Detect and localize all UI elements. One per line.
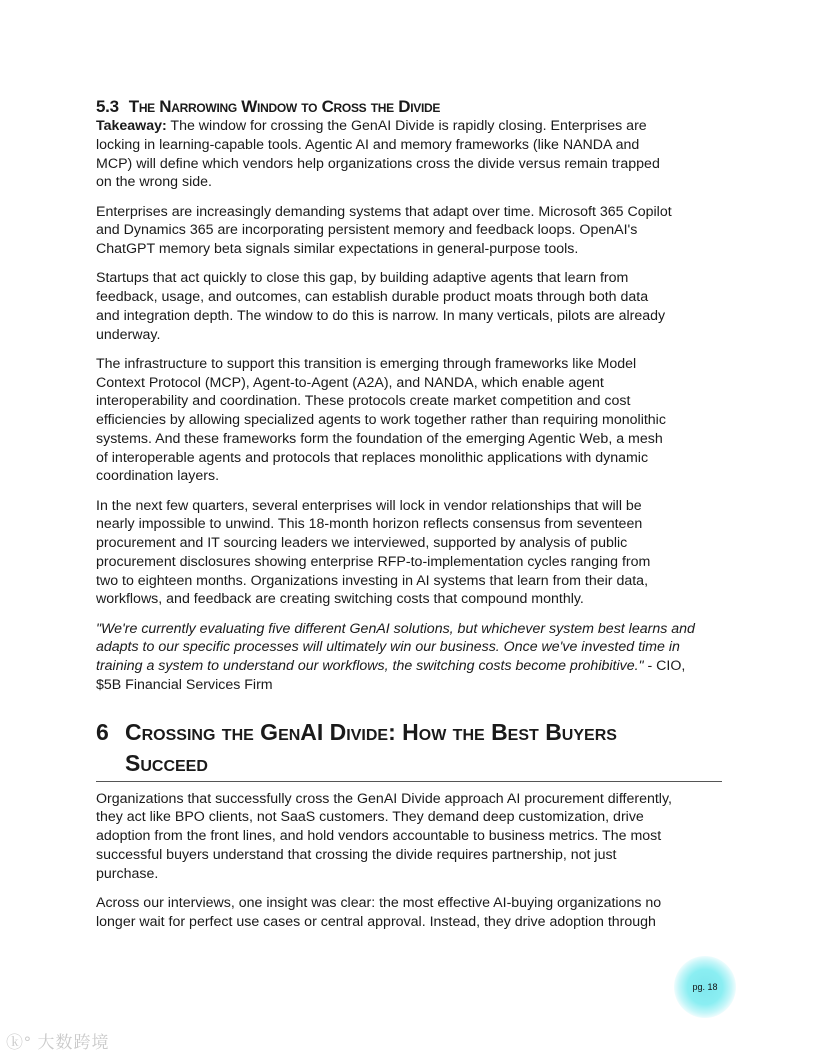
body-paragraph (96, 790, 726, 884)
paragraph-line: adoption from the front lines, and hold vendors accountable to business metrics. The most (96, 828, 662, 844)
body-paragraph (96, 203, 726, 259)
paragraph-line: they act like BPO clients, not SaaS customers. They demand deep customization, drive (96, 809, 644, 826)
paragraph-line: longer wait for perfect use cases or central approval. Instead, they drive adoption through (96, 913, 656, 930)
paragraph-line: feedback, usage, and outcomes, can establish durable product moats through both data (96, 289, 649, 305)
quote-attribution: $5B Financial Services Firm (96, 676, 273, 693)
quote-line: adapts to our specific processes will ultimately win our business. Once we've invested time in (96, 639, 680, 656)
paragraph-line: coordination layers. (96, 468, 220, 485)
paragraph-line: of interoperable agents and protocols that replaces monolithic applications with dynamic (96, 449, 649, 466)
body-paragraph (96, 117, 726, 192)
takeaway-label: Takeaway: (96, 118, 167, 134)
paragraph-line: In the next few quarters, several enterprises will lock in vendor relationships that will be (96, 497, 642, 514)
paragraph-line: Organizations that successfully cross the GenAI Divide approach AI procurement differently, (96, 790, 672, 807)
section-title: The Narrowing Window to Cross the Divide (128, 97, 441, 116)
page-number: pg. 18 (692, 982, 718, 992)
paragraph-line: and integration depth. The window to do this is narrow. In many verticals, pilots are already (96, 307, 666, 324)
body-paragraph (96, 497, 726, 610)
paragraph-line: successful buyers understand that crossing the divide requires partnership, not just (96, 846, 617, 863)
paragraph-line: purchase. (96, 865, 159, 882)
paragraph-line: on the wrong side. (96, 174, 212, 191)
paragraph-line: ChatGPT memory beta signals similar expectations in general-purpose tools. (96, 241, 579, 257)
paragraph-line: two to eighteen months. Organizations investing in AI systems that learn from their data, (96, 572, 649, 589)
paragraph-line: locking in learning-capable tools. Agentic AI and memory frameworks (like NANDA and (96, 136, 640, 153)
document-page (96, 97, 726, 942)
page-number-badge (674, 956, 736, 1018)
paragraph-line: underway. (96, 326, 161, 343)
quote-line: "We're currently evaluating five different GenAI solutions, but whichever system best learns and (96, 620, 695, 637)
paragraph-line: The infrastructure to support this transition is emerging through frameworks like Model (96, 355, 637, 372)
section-title: Crossing the GenAI Divide: How the Best Buyers (125, 718, 617, 745)
paragraph-line: interoperability and coordination. These protocols create market competition and cost (96, 393, 631, 410)
paragraph-line: Across our interviews, one insight was clear: the most effective AI-buying organizations no (96, 894, 662, 911)
paragraph-line: efficiencies by allowing specialized agents to work together rather than requiring monolithic (96, 412, 666, 428)
section-number: 6 (96, 718, 109, 745)
paragraph-line: MCP) will define which vendors help organizations cross the divide versus remain trapped (96, 155, 660, 172)
quote-line: training a system to understand our workflows, the switching costs become prohibitive." (96, 658, 644, 674)
watermark-logo: ⓚ° 大数跨境 (6, 1033, 110, 1052)
paragraph-line: procurement and IT sourcing leaders we interviewed, supported by analysis of public (96, 535, 628, 551)
paragraph-line: workflows, and feedback are creating switching costs that compound monthly. (96, 591, 584, 608)
paragraph-line: systems. And these frameworks form the foundation of the emerging Agentic Web, a mesh (96, 430, 663, 447)
section-heading-6 (96, 717, 722, 782)
paragraph-line: nearly impossible to unwind. This 18-month horizon reflects consensus from seventeen (96, 516, 643, 533)
section-heading-5-3 (96, 97, 726, 117)
quote-attribution: - CIO, (643, 658, 686, 674)
paragraph-line: and Dynamics 365 are incorporating persistent memory and feedback loops. OpenAI's (96, 222, 638, 239)
body-paragraph (96, 269, 726, 344)
section-title-continued: Succeed (125, 749, 208, 776)
body-paragraph (96, 894, 726, 932)
paragraph-line: The window for crossing the GenAI Divide is rapidly closing. Enterprises are (166, 118, 647, 134)
paragraph-line: Context Protocol (MCP), Agent-to-Agent (A2A), and NANDA, which enable agent (96, 374, 604, 391)
body-paragraph (96, 355, 726, 486)
paragraph-line: Startups that act quickly to close this gap, by building adaptive agents that learn from (96, 270, 629, 287)
paragraph-line: Enterprises are increasingly demanding systems that adapt over time. Microsoft 365 Copilot (96, 203, 672, 220)
paragraph-line: procurement disclosures showing enterprise RFP-to-implementation cycles ranging from (96, 553, 651, 570)
section-number: 5.3 (96, 97, 119, 116)
quote-paragraph (96, 620, 726, 695)
